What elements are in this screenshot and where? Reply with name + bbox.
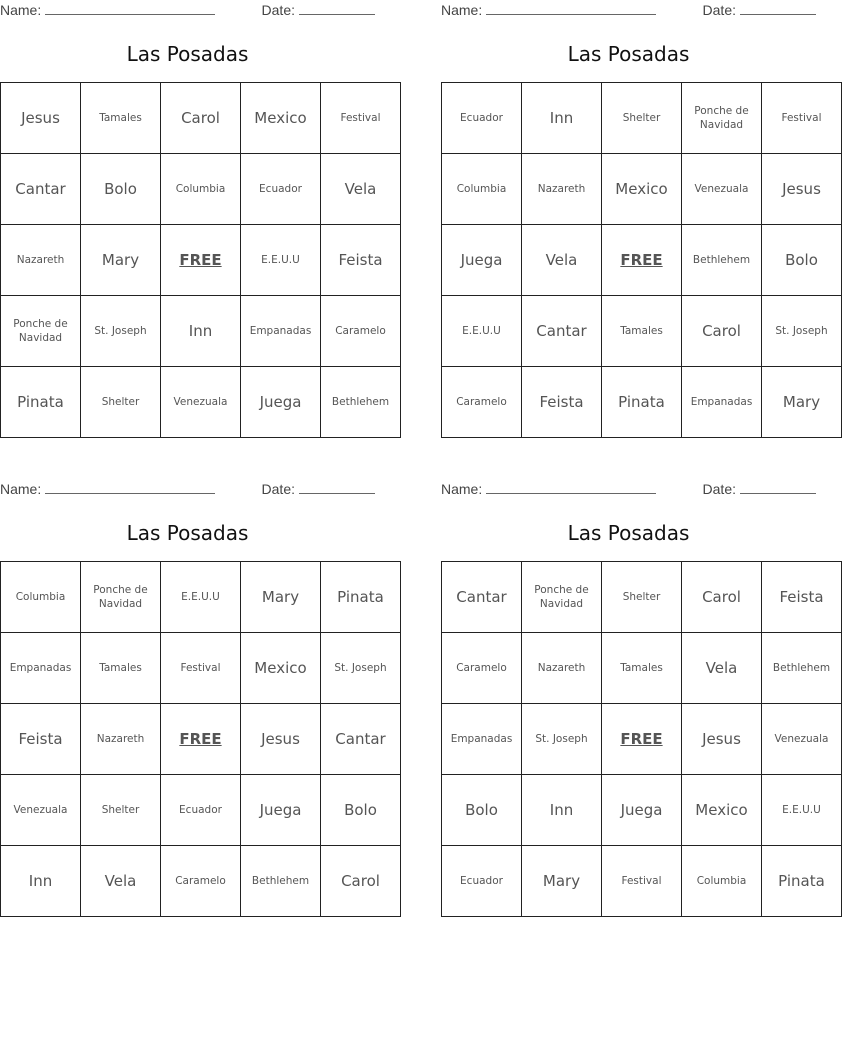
- name-field: [441, 481, 656, 497]
- bingo-cell: Carol: [682, 562, 762, 633]
- bingo-grid: [0, 561, 401, 917]
- date-field: [703, 481, 816, 497]
- bingo-cell: Jesus: [682, 704, 762, 775]
- name-date-line: [441, 2, 816, 20]
- bingo-cell: Ponche de Navidad: [1, 296, 81, 367]
- bingo-cell: Feista: [321, 225, 401, 296]
- bingo-cell: Carol: [682, 296, 762, 367]
- bingo-cell: E.E.U.U: [762, 775, 842, 846]
- bingo-cell: Festival: [602, 846, 682, 917]
- name-date-line: [0, 2, 375, 20]
- card-title: Las Posadas: [126, 42, 249, 66]
- free-space-cell: FREE: [161, 704, 241, 775]
- date-label: Date:: [261, 2, 295, 18]
- bingo-cell: E.E.U.U: [442, 296, 522, 367]
- name-blank-line: [486, 2, 656, 15]
- bingo-cell: Tamales: [81, 633, 161, 704]
- bingo-cell: Bethlehem: [762, 633, 842, 704]
- bingo-cell: Ecuador: [161, 775, 241, 846]
- bingo-cell: Caramelo: [161, 846, 241, 917]
- name-label: Name:: [441, 2, 483, 18]
- bingo-cell: Juega: [241, 775, 321, 846]
- bingo-cell: Shelter: [602, 562, 682, 633]
- bingo-cell: Mexico: [241, 633, 321, 704]
- bingo-cell: Caramelo: [442, 367, 522, 438]
- date-field: [703, 2, 816, 18]
- bingo-cell: Empanadas: [442, 704, 522, 775]
- bingo-grid: [441, 561, 842, 917]
- card-title: Las Posadas: [567, 42, 690, 66]
- grid-row: [1, 154, 401, 225]
- card-title: Las Posadas: [567, 521, 690, 545]
- bingo-cell: Ecuador: [442, 83, 522, 154]
- grid-row: [1, 775, 401, 846]
- name-date-line: [441, 481, 816, 499]
- bingo-cell: Cantar: [442, 562, 522, 633]
- date-label: Date:: [702, 2, 736, 18]
- bingo-cell: Pinata: [321, 562, 401, 633]
- bingo-cell: Festival: [161, 633, 241, 704]
- date-blank-line: [740, 2, 816, 15]
- bingo-cell: Feista: [1, 704, 81, 775]
- bingo-cell: Venezuala: [682, 154, 762, 225]
- grid-row: [442, 154, 842, 225]
- grid-row: [1, 83, 401, 154]
- bingo-cell: Inn: [161, 296, 241, 367]
- grid-row: [1, 704, 401, 775]
- bingo-cell: Bethlehem: [321, 367, 401, 438]
- date-blank-line: [299, 2, 375, 15]
- bingo-cell: Empanadas: [1, 633, 81, 704]
- bingo-grid: [0, 82, 401, 438]
- bingo-cell: Cantar: [522, 296, 602, 367]
- name-field: [441, 2, 656, 18]
- bingo-cell: Jesus: [241, 704, 321, 775]
- name-blank-line: [486, 481, 656, 494]
- bingo-cell: Caramelo: [442, 633, 522, 704]
- bingo-cell: Feista: [762, 562, 842, 633]
- bingo-cell: E.E.U.U: [161, 562, 241, 633]
- grid-row: [1, 225, 401, 296]
- bingo-card-2: [441, 0, 828, 432]
- bingo-cell: Mary: [522, 846, 602, 917]
- bingo-cell: Carol: [161, 83, 241, 154]
- bingo-cell: Ponche de Navidad: [81, 562, 161, 633]
- bingo-cell: Shelter: [602, 83, 682, 154]
- bingo-cell: Juega: [241, 367, 321, 438]
- bingo-cell: Vela: [522, 225, 602, 296]
- bingo-cell: Venezuala: [161, 367, 241, 438]
- bingo-cell: St. Joseph: [762, 296, 842, 367]
- bingo-cell: Pinata: [602, 367, 682, 438]
- bingo-cell: Columbia: [161, 154, 241, 225]
- bingo-cell: Bolo: [442, 775, 522, 846]
- name-blank-line: [45, 481, 215, 494]
- bingo-cell: Juega: [602, 775, 682, 846]
- grid-row: [442, 704, 842, 775]
- bingo-cell: Pinata: [1, 367, 81, 438]
- bingo-cell: Jesus: [762, 154, 842, 225]
- name-date-line: [0, 481, 375, 499]
- bingo-cell: Mexico: [602, 154, 682, 225]
- bingo-card-3: [0, 479, 387, 911]
- bingo-cell: Tamales: [81, 83, 161, 154]
- date-label: Date:: [261, 481, 295, 497]
- bingo-cell: Vela: [321, 154, 401, 225]
- grid-row: [1, 562, 401, 633]
- grid-row: [1, 367, 401, 438]
- bingo-cell: Ponche de Navidad: [682, 83, 762, 154]
- bingo-cell: Mary: [762, 367, 842, 438]
- grid-row: [442, 562, 842, 633]
- bingo-cell: Cantar: [1, 154, 81, 225]
- date-label: Date:: [702, 481, 736, 497]
- bingo-cell: Empanadas: [682, 367, 762, 438]
- grid-row: [1, 846, 401, 917]
- bingo-cell: Inn: [522, 775, 602, 846]
- name-label: Name:: [0, 481, 42, 497]
- bingo-cell: Bolo: [321, 775, 401, 846]
- date-field: [262, 2, 375, 18]
- bingo-cell: St. Joseph: [522, 704, 602, 775]
- bingo-cell: Columbia: [442, 154, 522, 225]
- bingo-cell: Inn: [522, 83, 602, 154]
- bingo-cell: Nazareth: [81, 704, 161, 775]
- bingo-cell: Venezuala: [762, 704, 842, 775]
- bingo-card-1: [0, 0, 390, 432]
- bingo-cell: Inn: [1, 846, 81, 917]
- bingo-cell: Bolo: [762, 225, 842, 296]
- grid-row: [442, 83, 842, 154]
- grid-row: [1, 296, 401, 367]
- bingo-cell: Shelter: [81, 367, 161, 438]
- bingo-cell: Vela: [81, 846, 161, 917]
- bingo-cell: Columbia: [682, 846, 762, 917]
- bingo-cell: Venezuala: [1, 775, 81, 846]
- bingo-cell: Jesus: [1, 83, 81, 154]
- date-field: [262, 481, 375, 497]
- grid-row: [442, 846, 842, 917]
- bingo-cell: E.E.U.U: [241, 225, 321, 296]
- bingo-cell: Tamales: [602, 296, 682, 367]
- bingo-cell: Festival: [321, 83, 401, 154]
- bingo-cell: Feista: [522, 367, 602, 438]
- bingo-cell: Festival: [762, 83, 842, 154]
- bingo-cell: St. Joseph: [81, 296, 161, 367]
- bingo-cell: Columbia: [1, 562, 81, 633]
- bingo-cell: Juega: [442, 225, 522, 296]
- bingo-cell: Empanadas: [241, 296, 321, 367]
- bingo-cell: Nazareth: [522, 633, 602, 704]
- free-space-cell: FREE: [602, 704, 682, 775]
- date-blank-line: [740, 481, 816, 494]
- bingo-cell: Bethlehem: [682, 225, 762, 296]
- name-label: Name:: [0, 2, 42, 18]
- grid-row: [442, 775, 842, 846]
- bingo-cell: Bethlehem: [241, 846, 321, 917]
- bingo-cell: Tamales: [602, 633, 682, 704]
- bingo-cell: Bolo: [81, 154, 161, 225]
- grid-row: [1, 633, 401, 704]
- bingo-cell: Shelter: [81, 775, 161, 846]
- grid-row: [442, 633, 842, 704]
- name-blank-line: [45, 2, 215, 15]
- bingo-cell: Ecuador: [241, 154, 321, 225]
- date-blank-line: [299, 481, 375, 494]
- bingo-cell: Mexico: [241, 83, 321, 154]
- bingo-cell: Mexico: [682, 775, 762, 846]
- name-field: [0, 481, 215, 497]
- bingo-cell: Pinata: [762, 846, 842, 917]
- grid-row: [442, 367, 842, 438]
- bingo-card-4: [441, 479, 831, 911]
- bingo-cell: Ponche de Navidad: [522, 562, 602, 633]
- free-space-cell: FREE: [602, 225, 682, 296]
- bingo-cell: Caramelo: [321, 296, 401, 367]
- bingo-cell: Mary: [81, 225, 161, 296]
- free-space-cell: FREE: [161, 225, 241, 296]
- bingo-cell: Nazareth: [522, 154, 602, 225]
- name-label: Name:: [441, 481, 483, 497]
- bingo-cell: St. Joseph: [321, 633, 401, 704]
- grid-row: [442, 225, 842, 296]
- bingo-cell: Mary: [241, 562, 321, 633]
- bingo-cell: Ecuador: [442, 846, 522, 917]
- name-field: [0, 2, 215, 18]
- card-title: Las Posadas: [126, 521, 249, 545]
- bingo-cell: Cantar: [321, 704, 401, 775]
- bingo-cell: Vela: [682, 633, 762, 704]
- bingo-cell: Carol: [321, 846, 401, 917]
- bingo-cell: Nazareth: [1, 225, 81, 296]
- grid-row: [442, 296, 842, 367]
- bingo-grid: [441, 82, 842, 438]
